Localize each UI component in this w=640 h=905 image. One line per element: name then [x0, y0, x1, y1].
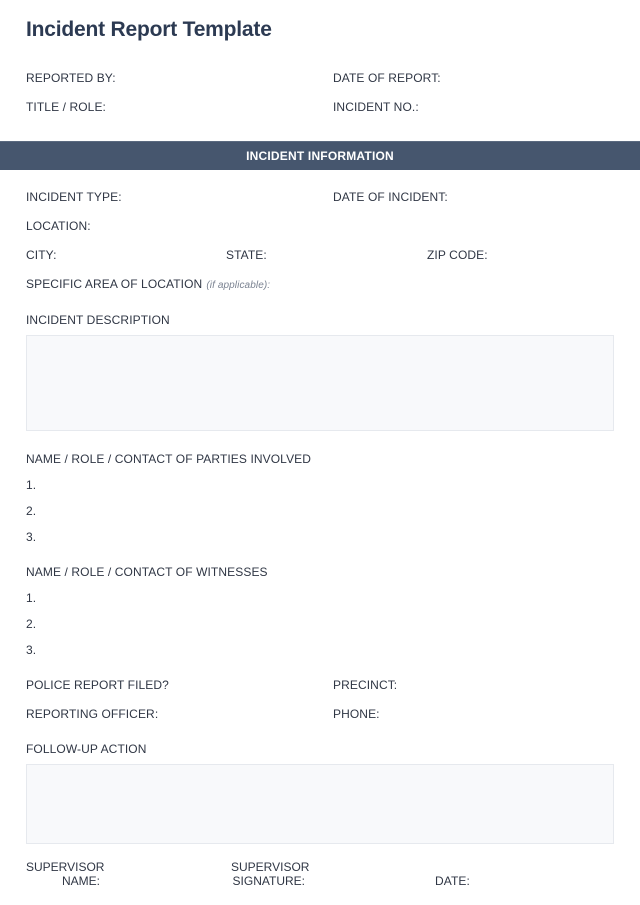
- date-of-report-field[interactable]: DATE OF REPORT:: [333, 71, 441, 85]
- document-title: Incident Report Template: [26, 18, 272, 41]
- specific-area-label: SPECIFIC AREA OF LOCATION: [26, 277, 203, 291]
- phone-field[interactable]: PHONE:: [333, 707, 380, 721]
- witness-entry-2[interactable]: 2.: [26, 617, 37, 631]
- precinct-field[interactable]: PRECINCT:: [333, 678, 398, 692]
- police-report-filed-field[interactable]: POLICE REPORT FILED?: [26, 678, 169, 692]
- parties-involved-label: NAME / ROLE / CONTACT OF PARTIES INVOLVED: [26, 452, 312, 466]
- party-entry-2[interactable]: 2.: [26, 504, 37, 518]
- zip-code-field[interactable]: ZIP CODE:: [427, 248, 488, 262]
- supervisor-signature-label-line2: SIGNATURE:: [232, 874, 305, 888]
- specific-area-hint: (if applicable):: [206, 280, 271, 291]
- witnesses-label: NAME / ROLE / CONTACT OF WITNESSES: [26, 565, 268, 579]
- supervisor-name-field[interactable]: [26, 860, 105, 888]
- follow-up-action-label: FOLLOW-UP ACTION: [26, 742, 147, 756]
- follow-up-action-textarea[interactable]: [26, 764, 614, 844]
- incident-description-textarea[interactable]: [26, 335, 614, 431]
- state-field[interactable]: STATE:: [226, 248, 267, 262]
- supervisor-name-label-line2: NAME:: [61, 874, 100, 888]
- section-header-label: INCIDENT INFORMATION: [246, 149, 394, 163]
- supervisor-name-label-line1: SUPERVISOR: [26, 860, 105, 874]
- date-of-incident-field[interactable]: DATE OF INCIDENT:: [333, 190, 448, 204]
- signoff-date-field[interactable]: DATE:: [435, 874, 470, 888]
- supervisor-signature-label-line1: SUPERVISOR: [231, 860, 310, 874]
- reporting-officer-field[interactable]: REPORTING OFFICER:: [26, 707, 159, 721]
- incident-type-field[interactable]: INCIDENT TYPE:: [26, 190, 122, 204]
- location-field[interactable]: LOCATION:: [26, 219, 91, 233]
- witness-entry-1[interactable]: 1.: [26, 591, 37, 605]
- specific-area-field[interactable]: [26, 277, 270, 291]
- title-role-field[interactable]: TITLE / ROLE:: [26, 100, 106, 114]
- reported-by-field[interactable]: REPORTED BY:: [26, 71, 116, 85]
- incident-no-field[interactable]: INCIDENT NO.:: [333, 100, 419, 114]
- section-header-incident-information: [0, 141, 640, 170]
- witness-entry-3[interactable]: 3.: [26, 643, 37, 657]
- supervisor-signature-field[interactable]: [231, 860, 310, 888]
- party-entry-1[interactable]: 1.: [26, 478, 37, 492]
- party-entry-3[interactable]: 3.: [26, 530, 37, 544]
- incident-description-label: INCIDENT DESCRIPTION: [26, 313, 170, 327]
- city-field[interactable]: CITY:: [26, 248, 57, 262]
